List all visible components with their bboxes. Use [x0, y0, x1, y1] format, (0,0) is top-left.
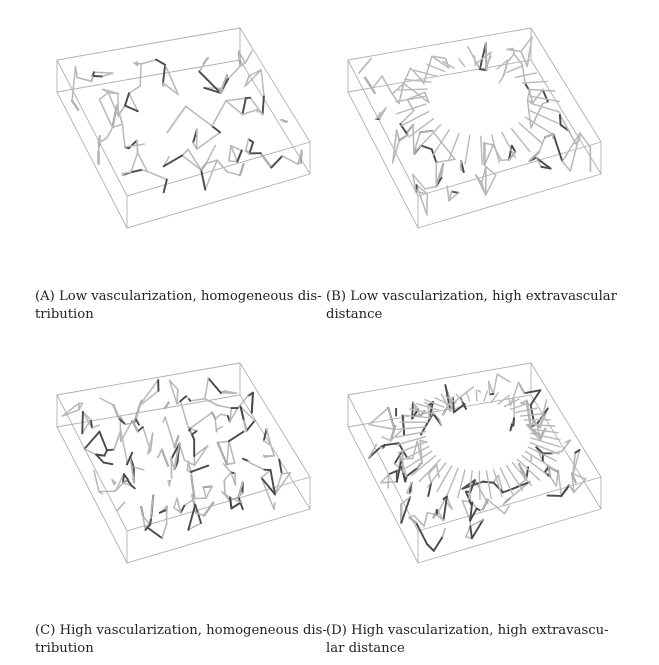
vessel-segment: [192, 431, 197, 434]
vessel-segment: [434, 537, 443, 551]
vascular-network-plot-b: [326, 10, 626, 278]
vessel-segment: [250, 463, 264, 470]
vessel-segment: [424, 56, 432, 83]
vessel-segment: [227, 172, 240, 176]
vessel-segment: [406, 125, 413, 133]
panel-d: [326, 345, 626, 656]
vessel-segment: [212, 413, 215, 419]
vessel-segment: [164, 180, 167, 193]
vessel-segment: [163, 65, 165, 83]
caption-text: High vascularization, homogeneous dis-: [59, 623, 327, 638]
vessel-segment: [381, 474, 389, 482]
vessel-segment: [92, 76, 101, 77]
vessel-segment: [558, 470, 561, 496]
vessel-segment: [179, 444, 184, 460]
vessel-segment: [229, 161, 237, 162]
vessel-segment: [486, 167, 496, 175]
box-edge: [127, 142, 310, 196]
vessel-segment: [99, 99, 112, 127]
box-edge: [348, 28, 531, 60]
vessel-segment: [539, 137, 545, 151]
vessel-segment: [208, 378, 220, 393]
vessel-segment: [275, 474, 282, 495]
vessel-segment: [205, 160, 217, 190]
vessel-segment: [560, 115, 561, 125]
vessel-segment: [180, 401, 189, 430]
vessel-segment: [410, 68, 422, 81]
vessel-segment: [188, 149, 201, 170]
vessel-segment: [77, 77, 92, 81]
vessel-radial: [484, 391, 487, 401]
vessel-radial: [531, 103, 560, 112]
vessel-segment: [397, 130, 400, 140]
box-edge: [127, 477, 310, 531]
vessel-segment: [226, 98, 246, 101]
vessel-segment: [131, 170, 141, 172]
vessel-segment: [245, 51, 252, 63]
vessel-segment: [519, 382, 521, 385]
vessel-segment: [203, 486, 211, 487]
vessel-radial: [397, 427, 426, 430]
vessel-segment: [480, 69, 487, 70]
vessel-segment: [403, 416, 405, 436]
vessel-segment: [499, 77, 503, 83]
caption-d: [326, 622, 626, 658]
vessel-segment: [167, 106, 185, 132]
box-edge: [418, 509, 601, 563]
vessel-segment: [483, 500, 487, 509]
caption-text-cont: lar distance: [326, 641, 405, 656]
vessel-segment: [229, 146, 231, 161]
vessel-segment: [522, 65, 525, 84]
vessel-segment: [226, 101, 243, 115]
vessel-segment: [182, 155, 201, 170]
vessel-segment: [227, 441, 229, 464]
vessel-segment: [443, 529, 445, 537]
vessel-segment: [231, 502, 240, 508]
vessel-segment: [212, 101, 226, 126]
vessel-segment: [229, 441, 235, 463]
vessel-segment: [369, 425, 394, 430]
vessel-segment: [204, 502, 213, 515]
vessel-segment: [92, 76, 93, 81]
vessel-segment: [191, 413, 212, 429]
vessel-radial: [498, 396, 509, 405]
vessel-segment: [243, 459, 248, 461]
vessel-segment: [432, 131, 455, 159]
caption-a: [35, 288, 335, 324]
vessel-segment: [125, 144, 144, 147]
vessel-radial: [448, 134, 459, 161]
box-edge: [240, 363, 310, 477]
vessel-segment: [486, 175, 496, 195]
vessel-segment: [129, 86, 140, 93]
vessel-segment: [242, 98, 245, 114]
vessel-segment: [136, 420, 139, 425]
vessel-segment: [414, 515, 424, 526]
box-edge: [57, 28, 240, 60]
caption-label: (D): [326, 623, 347, 638]
vessel-segment: [107, 450, 114, 451]
vessel-segment: [453, 397, 454, 412]
vessel-segment: [131, 153, 138, 173]
caption-text: Low vascularization, homogeneous dis-: [59, 289, 322, 304]
vessel-segment: [197, 132, 220, 149]
vessel-segment: [84, 432, 99, 449]
vessel-segment: [98, 146, 99, 152]
vessel-segment: [138, 153, 148, 172]
vessel-segment: [195, 446, 208, 466]
vessel-radial: [530, 443, 559, 454]
vessel-segment: [246, 421, 254, 431]
vessel-segment: [399, 135, 407, 140]
vessel-segment: [82, 412, 83, 434]
vessel-segment: [143, 427, 151, 451]
vessel-segment: [189, 399, 190, 401]
vessel-segment: [503, 488, 514, 492]
vessel-segment: [114, 430, 121, 449]
vessel-segment: [248, 461, 250, 463]
vessel-segment: [580, 133, 590, 147]
vessel-segment: [224, 472, 231, 480]
vessel-segment: [409, 518, 416, 523]
vessel-segment: [424, 513, 427, 527]
box-edge: [57, 363, 240, 395]
vessel-segment: [190, 399, 205, 401]
box-edge: [57, 395, 240, 427]
vessel-segment: [141, 60, 156, 64]
vessel-segment: [301, 150, 302, 163]
vessel-segment: [478, 390, 480, 392]
vascular-network-plot-a: [35, 10, 335, 278]
caption-c: [35, 622, 335, 658]
vessel-segment: [174, 498, 177, 507]
vessel-segment: [228, 66, 240, 79]
vessel-segment: [569, 131, 576, 144]
panel-c: [35, 345, 335, 656]
vessel-segment: [261, 70, 264, 96]
box-edge: [57, 60, 240, 92]
vessel-segment: [271, 156, 282, 168]
vessel-segment: [401, 456, 402, 460]
vessel-radial: [527, 89, 554, 91]
vessel-segment: [545, 134, 553, 137]
vessel-segment: [162, 524, 167, 538]
vessel-segment: [160, 510, 167, 513]
vessel-segment: [99, 93, 108, 100]
vessel-segment: [104, 463, 113, 465]
vessel-segment: [550, 477, 556, 487]
vessel-segment: [162, 449, 168, 465]
vessel-segment: [242, 110, 257, 115]
vessel-segment: [215, 419, 216, 432]
vessel-segment: [100, 398, 113, 405]
box-edge: [127, 174, 310, 228]
vessel-radial: [420, 125, 441, 147]
vessel-segment: [205, 378, 209, 399]
vessel-segment: [402, 451, 403, 473]
vessel-segment: [72, 101, 78, 110]
vessel-segment: [108, 93, 118, 94]
vessel-segment: [512, 424, 514, 425]
vessel-segment: [180, 396, 186, 401]
vessel-segment: [553, 134, 562, 161]
vessel-radial: [427, 64, 445, 71]
vessel-segment: [108, 93, 118, 116]
vessel-segment: [125, 93, 129, 105]
vessel-segment: [274, 503, 275, 509]
vessel-segment: [531, 405, 534, 421]
vessel-segment: [75, 67, 77, 78]
vessel-segment: [218, 443, 227, 465]
vessel-segment: [125, 423, 134, 424]
vessel-segment: [413, 125, 414, 153]
vessel-segment: [158, 449, 162, 457]
vessel-segment: [461, 161, 462, 169]
vessel-segment: [513, 49, 514, 55]
caption-b: [326, 288, 626, 324]
vessel-segment: [186, 106, 212, 126]
box-edge: [127, 509, 310, 563]
box-edge: [348, 363, 531, 395]
box-edge: [240, 28, 310, 142]
vessel-segment: [165, 403, 169, 408]
vessel-segment: [521, 401, 527, 404]
vessel-segment: [203, 487, 206, 498]
vessel-segment: [177, 389, 178, 404]
vessel-segment: [150, 520, 151, 525]
vessel-segment: [429, 465, 437, 474]
vessel-segment: [134, 467, 144, 470]
vessel-radial: [399, 89, 427, 90]
vessel-radial: [458, 470, 465, 498]
vessel-segment: [140, 64, 141, 86]
vessel-segment: [476, 63, 479, 69]
vessel-radial: [487, 471, 492, 499]
vessel-segment: [420, 131, 432, 132]
vessel-segment: [485, 145, 494, 165]
vessel-segment: [229, 432, 244, 442]
vessel-segment: [382, 76, 392, 94]
vessel-radial: [481, 136, 483, 164]
vessel-radial: [516, 408, 537, 412]
vessel-segment: [246, 139, 249, 150]
vessel-radial: [502, 132, 515, 158]
caption-text: High vascularization, high extravascu-: [351, 623, 609, 638]
vessel-segment: [514, 54, 522, 65]
vessel-segment: [249, 139, 254, 142]
vessel-segment: [215, 414, 221, 418]
vessel-segment: [227, 463, 235, 464]
vessel-segment: [501, 160, 509, 161]
caption-text-cont: tribution: [35, 307, 94, 322]
vessel-segment: [147, 527, 162, 538]
vessel-segment: [252, 393, 253, 413]
vessel-radial: [522, 81, 547, 82]
vessel-segment: [507, 49, 513, 50]
vessel-segment: [470, 503, 471, 505]
caption-text: Low vascularization, high extravascular: [350, 289, 617, 304]
vessel-segment: [94, 470, 99, 491]
vessel-radial: [479, 471, 480, 499]
vessel-radial: [507, 66, 523, 73]
vessel-segment: [263, 95, 264, 114]
box-edge: [57, 427, 127, 563]
vessel-segment: [452, 192, 459, 193]
vessel-segment: [421, 145, 432, 149]
vessel-segment: [138, 427, 143, 432]
vessel-segment: [365, 78, 372, 89]
vascular-network-plot-d: [326, 345, 626, 613]
vessel-segment: [505, 506, 509, 514]
vessel-segment: [218, 441, 229, 442]
vessel-segment: [528, 100, 531, 127]
caption-label: (B): [326, 289, 346, 304]
vessel-segment: [439, 419, 441, 424]
vessel-segment: [493, 374, 497, 394]
vessel-segment: [218, 405, 232, 408]
vessel-segment: [380, 447, 383, 448]
vessel-segment: [156, 60, 165, 65]
vessel-segment: [427, 544, 434, 550]
vessel-radial: [465, 136, 470, 164]
vessel-segment: [382, 437, 390, 441]
caption-text-cont: distance: [326, 307, 383, 322]
vessel-segment: [413, 441, 418, 458]
vessel-segment: [212, 126, 220, 132]
vessel-segment: [237, 151, 241, 162]
vessel-segment: [405, 476, 406, 481]
vessel-segment: [147, 171, 167, 179]
vessel-segment: [122, 124, 125, 147]
vessel-radial: [516, 73, 537, 77]
vessel-segment: [425, 187, 436, 189]
vessel-segment: [182, 149, 188, 155]
vessel-segment: [122, 174, 124, 175]
vessel-segment: [570, 133, 579, 171]
vessel-segment: [107, 127, 113, 138]
vessel-radial: [475, 56, 476, 66]
vessel-segment: [389, 471, 397, 475]
vessel-segment: [562, 161, 570, 170]
vessel-segment: [201, 163, 206, 170]
vessel-segment: [470, 526, 472, 538]
vessel-segment: [507, 54, 514, 62]
vessel-segment: [165, 417, 174, 447]
vessel-segment: [497, 374, 510, 382]
vessel-segment: [221, 414, 228, 416]
panel-b: [326, 10, 626, 322]
vessel-segment: [513, 417, 514, 425]
box-edge: [418, 142, 601, 196]
panel-a: [35, 10, 335, 322]
vessel-segment: [181, 506, 185, 513]
vessel-segment: [94, 72, 113, 73]
vessel-segment: [359, 59, 371, 74]
vessel-segment: [206, 486, 212, 498]
vessel-segment: [92, 425, 99, 428]
vessel-segment: [99, 432, 106, 451]
box-edge: [418, 174, 601, 228]
caption-label: (C): [35, 623, 56, 638]
vessel-radial: [459, 59, 465, 66]
vessel-segment: [117, 502, 125, 510]
vessel-segment: [261, 470, 270, 478]
vessel-segment: [191, 466, 208, 472]
vessel-radial: [510, 403, 528, 409]
vessel-radial: [466, 392, 469, 400]
vessel-radial: [492, 135, 500, 162]
vessel-segment: [484, 143, 493, 145]
vessel-segment: [218, 427, 223, 429]
vessel-segment: [137, 141, 138, 153]
vessel-segment: [240, 164, 244, 175]
vessel-segment: [249, 142, 253, 153]
vessel-segment: [562, 133, 579, 161]
vessel-segment: [380, 113, 381, 119]
caption-text-cont: tribution: [35, 641, 94, 656]
vessel-segment: [282, 156, 297, 164]
vascular-network-plot-c: [35, 345, 335, 613]
vessel-segment: [436, 159, 455, 162]
caption-label: (A): [35, 289, 55, 304]
vessel-segment: [561, 489, 567, 496]
vessel-segment: [217, 160, 227, 172]
vessel-segment: [447, 186, 449, 201]
vessel-radial: [412, 456, 436, 476]
